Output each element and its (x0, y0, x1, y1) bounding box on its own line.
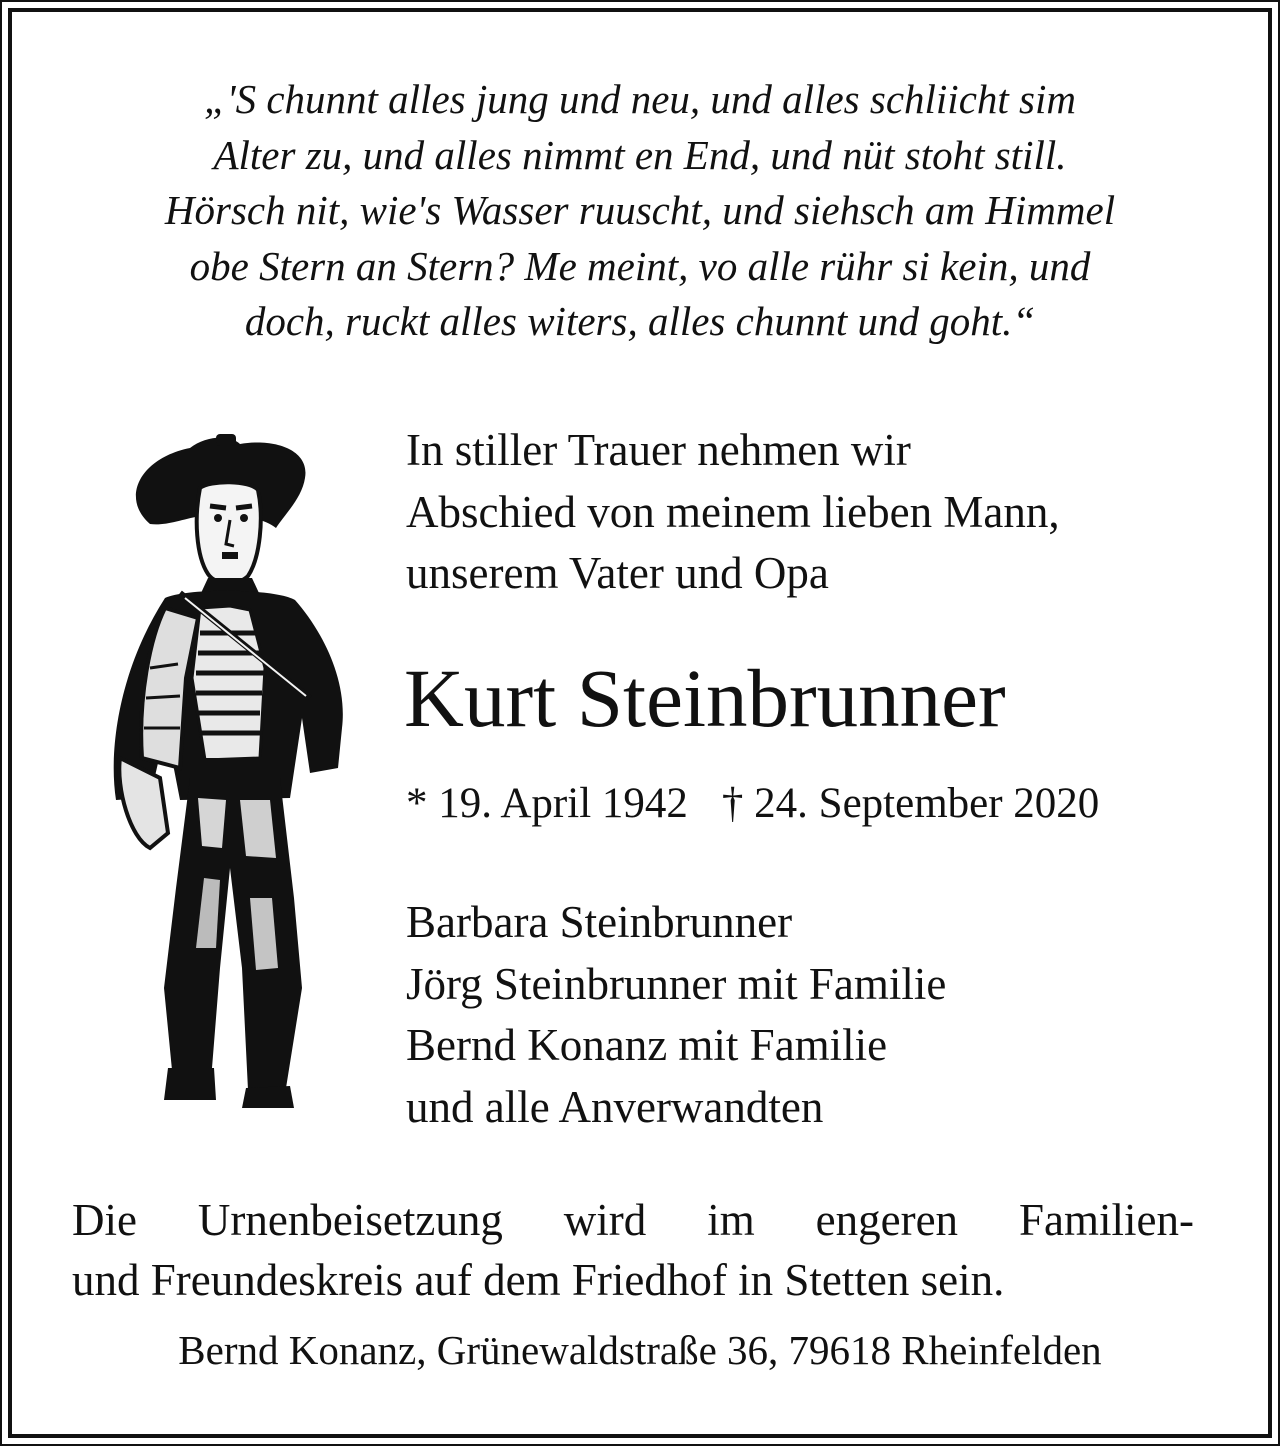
deceased-name: Kurt Steinbrunner (404, 652, 1006, 744)
burial-line: und Freundeskreis auf dem Friedhof in Stetten sein. (72, 1255, 1005, 1305)
birth-date: * 19. April 1942 (406, 780, 688, 827)
intro-text (406, 420, 1060, 605)
life-dates (406, 776, 1099, 832)
burial-word: wird (563, 1195, 647, 1245)
burial-word: Familien- (1019, 1195, 1194, 1245)
intro-line: unserem Vater und Opa (406, 548, 829, 598)
quote-line: „'S chunnt alles jung und neu, und alles schliicht sim (204, 76, 1076, 122)
burial-word: im (707, 1195, 755, 1245)
wood-carved-figure-image (80, 428, 380, 1108)
dialect-quote (40, 72, 1240, 350)
mourner-line: Bernd Konanz mit Familie (406, 1020, 888, 1070)
intro-line: In stiller Trauer nehmen wir (406, 425, 911, 475)
burial-word: Urnenbeisetzung (197, 1195, 503, 1245)
quote-line: Alter zu, und alles nimmt en End, und nüt stoht still. (213, 131, 1067, 178)
burial-word: engeren (815, 1195, 959, 1245)
intro-line: Abschied von meinem lieben Mann, (406, 486, 1060, 537)
mourners-list (406, 892, 946, 1138)
quote-line: obe Stern an Stern? Me meint, vo alle rühr si kein, und (189, 242, 1091, 289)
burial-line (72, 1190, 1194, 1250)
contact-address: Bernd Konanz, Grünewaldstraße 36, 79618 Rheinfelden (178, 1327, 1102, 1373)
burial-notice (72, 1190, 1194, 1310)
mourner-line: und alle Anverwandten (406, 1081, 824, 1132)
mourner-line: Jörg Steinbrunner mit Familie (406, 958, 947, 1009)
burial-word: Die (72, 1195, 137, 1245)
quote-line: doch, ruckt alles witers, alles chunnt und goht.“ (244, 298, 1036, 344)
quote-line: Hörsch nit, wie's Wasser ruuscht, und siehsch am Himmel (164, 187, 1116, 233)
mourner-line: Barbara Steinbrunner (406, 897, 793, 947)
death-date: † 24. September 2020 (721, 780, 1100, 827)
